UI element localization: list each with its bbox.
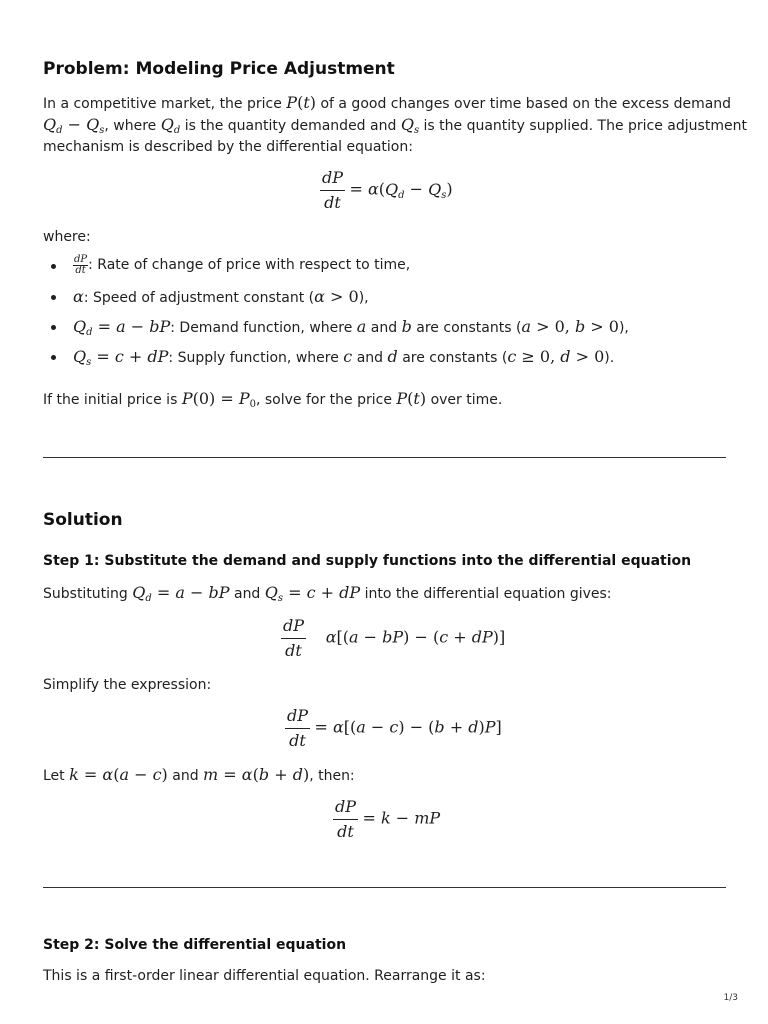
section-divider (43, 457, 726, 458)
main-equation: $\frac{dP}{dt}$ = $\alpha(Q_d - Q_s)$ (322, 168, 453, 212)
problem-title: Problem: Modeling Price Adjustment (43, 59, 395, 79)
step-2-title: Step 2: Solve the differential equation (43, 937, 347, 953)
bullet-text: and (370, 320, 398, 336)
let-text: , then: (309, 768, 355, 784)
bullet-text: ), (358, 290, 369, 306)
bullet-item-3: $Q_d = a$ − bP: Demand function, where a and b are constants (a > 0, b > 0), (73, 317, 629, 338)
math-excess-demand: $Q_d$ (43, 115, 63, 136)
bullet-text: and (356, 350, 384, 366)
bullet-text: : Rate of change of price with respect to time, (88, 257, 411, 273)
bullet-text: are constants ( (402, 350, 508, 366)
step-1-text-part: into the differential equation gives: (364, 586, 612, 602)
bullet-text: : Supply function, where (168, 350, 339, 366)
initial-text: over time. (430, 392, 503, 408)
bullet-text: : Demand function, where (170, 320, 353, 336)
step-1-text-part: and (233, 586, 261, 602)
let-text: and (172, 768, 199, 784)
bullet-item-4: $Q_s = c$ + dP: Supply function, where c and d are constants (c ≥ 0, d > 0). (73, 347, 615, 368)
bullet-dot (51, 355, 56, 360)
small-derivative-fraction: $\frac{dP}{dt}$ (74, 253, 88, 276)
simplified-equation: $\frac{dP}{dt}$ = α[(a − c) − (b + d)P] (287, 706, 502, 750)
derivative-fraction: $\frac{dP}{dt}$ (322, 168, 344, 212)
math-qd: $Q_d$ (160, 115, 181, 136)
derivative-fraction: $\frac{dP}{dt}$ (283, 616, 305, 660)
section-divider (43, 887, 726, 888)
bullet-text: ), (618, 320, 629, 336)
page-number: 1/3 (723, 993, 738, 1003)
intro-text: , where (104, 118, 157, 134)
math-price-function: P (286, 93, 298, 112)
bullet-item-2: α: Speed of adjustment constant (α > 0), (73, 287, 369, 306)
let-text: Let (43, 768, 65, 784)
step-2-text: This is a first-order linear differential equation. Rearrange it as: (43, 968, 486, 984)
bullet-dot (51, 325, 56, 330)
intro-line-3: mechanism is described by the differential equation: (43, 139, 413, 155)
bullet-text: ). (604, 350, 615, 366)
intro-text: is the quantity supplied. The price adjustment (423, 118, 747, 134)
intro-line-1: In a competitive market, the price P(t) of a good changes over time based on the excess demand (43, 93, 732, 112)
bullet-dot (51, 264, 56, 269)
step-1-text: Substituting $Q_d = a$ − bP and $Q_s = c$ + dP into the differential equation gives: (43, 583, 612, 604)
derivative-fraction: $\frac{dP}{dt}$ (335, 797, 357, 841)
bullet-item-1 (73, 254, 410, 276)
step-1-text-part: Substituting (43, 586, 128, 602)
bullet-dot (51, 295, 56, 300)
where-label: where: (43, 229, 91, 245)
let-definitions: Let k = α(a − c) and m = α(b + d), then: (43, 765, 355, 784)
intro-text: is the quantity demanded and (184, 118, 397, 134)
substituted-equation: $\frac{dP}{dt}$ α[(a − bP) − (c + dP)] (283, 616, 506, 660)
intro-text: In a competitive market, the price (43, 96, 282, 112)
solution-title: Solution (43, 510, 123, 530)
reduced-equation: $\frac{dP}{dt}$ = k − mP (335, 797, 441, 841)
math-qs: $Q_s$ (400, 115, 420, 136)
bullet-text: : Speed of adjustment constant ( (83, 290, 315, 306)
initial-condition: If the initial price is $P(0) = P_0$, solve for the price P(t) over time. (43, 389, 503, 410)
initial-text: , solve for the price (255, 392, 392, 408)
simplify-label: Simplify the expression: (43, 677, 212, 693)
derivative-fraction: $\frac{dP}{dt}$ (287, 706, 309, 750)
initial-text: If the initial price is (43, 392, 178, 408)
intro-text: of a good changes over time based on the excess demand (320, 96, 732, 112)
bullet-text: are constants ( (416, 320, 522, 336)
intro-line-2: $Q_d - Q_s$, where $Q_d$ is the quantity demanded and $Q_s$ is the quantity supplied. The price adjustment (43, 115, 747, 136)
step-1-title: Step 1: Substitute the demand and supply functions into the differential equation (43, 553, 692, 569)
